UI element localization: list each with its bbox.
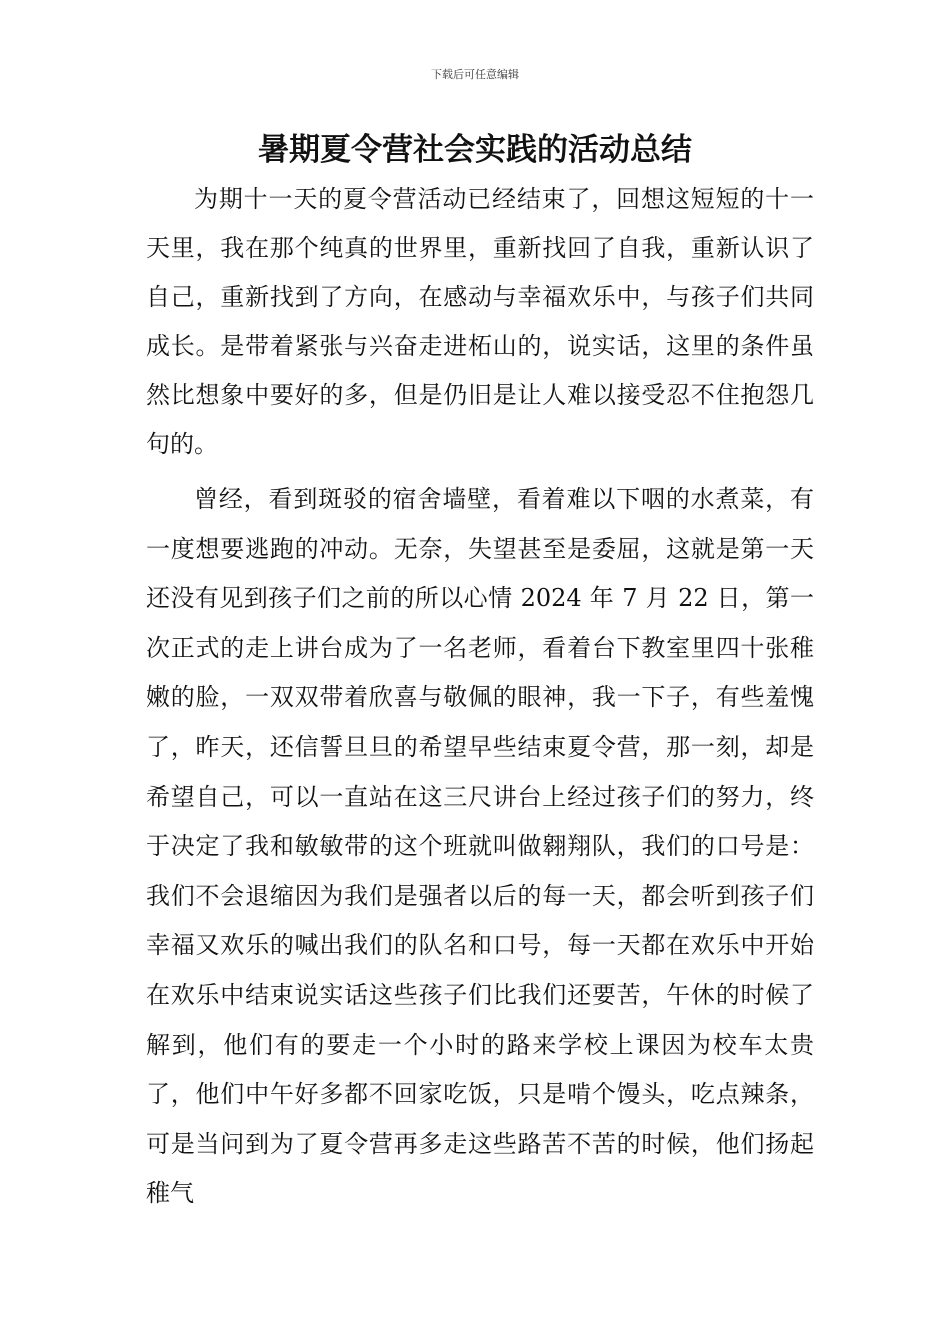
paragraph-1: 为期十一天的夏令营活动已经结束了，回想这短短的十一天里，我在那个纯真的世界里，重新找回了自我，重新认识了自己，重新找到了方向，在感动与幸福欢乐中，与孩子们共同成长。是带着紧张与兴奋走进柘山的，说实话，这里的条件虽然比想象中要好的多，但是仍旧是让人难以接受忍不住抱怨几句的。	[146, 185, 814, 458]
document-body	[146, 175, 814, 1219]
paragraph-2: 曾经，看到斑驳的宿舍墙壁，看着难以下咽的水煮菜，有一度想要逃跑的冲动。无奈，失望甚至是委屈，这就是第一天还没有见到孩子们之前的所以心情 2024 年 7 月 22 日，第一次正式的走上讲台成为了一名老师，看着台下教室里四十张稚嫩的脸，一双双带着欣喜与敬佩的眼神，我一下子，有些羞愧了，昨天，还信誓旦旦的希望早些结束夏令营，那一刻，却是希望自己，可以一直站在这三尺讲台上经过孩子们的努力，终于决定了我和敏敏带的这个班就叫做翱翔队，我们的口号是：我们不会退缩因为我们是强者以后的每一天，都会听到孩子们幸福又欢乐的喊出我们的队名和口号，每一天都在欢乐中开始在欢乐中结束说实话这些孩子们比我们还要苦，午休的时候了解到，他们有的要走一个小时的路来学校上课因为校车太贵了，他们中午好多都不回家吃饭，只是啃个馒头，吃点辣条，可是当问到为了夏令营再多走这些路苦不苦的时候，他们扬起稚气	[146, 485, 814, 1208]
document-title: 暑期夏令营社会实践的活动总结	[258, 132, 692, 168]
header-note: 下载后可任意编辑	[431, 68, 519, 81]
